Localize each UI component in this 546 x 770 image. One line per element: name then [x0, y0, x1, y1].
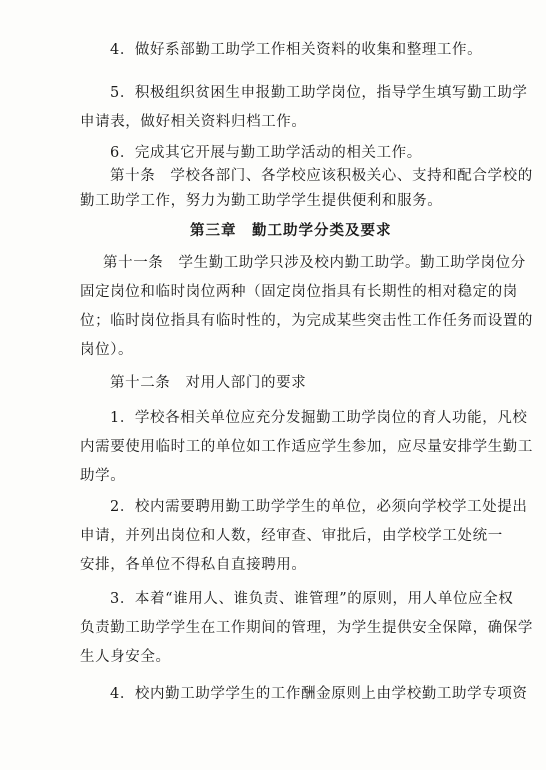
req1-line-2: 内需要使用临时工的单位如工作适应学生参加，应尽量安排学生勤工	[80, 439, 533, 455]
article11-line-4: 岗位）。	[80, 342, 134, 358]
item4-work-line-1: 4．做好系部勤工助学工作相关资料的收集和整理工作。	[110, 42, 483, 58]
req3-line-1: 3．本着“谁用人、谁负责、谁管理”的原则，用人单位应全权	[110, 591, 514, 607]
article11-line-2: 固定岗位和临时岗位两种（固定岗位指具有长期性的相对稳定的岗	[80, 284, 518, 300]
article11-line-3: 位；临时岗位指具有临时性的，为完成某些突击性工作任务而设置的	[80, 313, 533, 329]
req3-line-3: 生人身安全。	[80, 649, 171, 665]
req4-line-1: 4．校内勤工助学学生的工作酬金原则上由学校勤工助学专项资	[110, 686, 528, 702]
article11-line-1: 第十一条 学生勤工助学只涉及校内勤工助学。勤工助学岗位分	[103, 255, 526, 271]
req2-line-3: 安排，各单位不得私自直接聘用。	[80, 557, 307, 573]
req3-line-2: 负责勤工助学学生在工作期间的管理，为学生提供安全保障，确保学	[80, 620, 533, 636]
chapter-heading: 第三章 勤工助学分类及要求	[190, 223, 392, 239]
article10-line-2: 勤工助学工作，努力为勤工助学学生提供便利和服务。	[80, 193, 443, 209]
req2-line-1: 2．校内需要聘用勤工助学学生的单位，必须向学校学工处提出	[110, 499, 528, 515]
article10-line-1: 第十条 学校各部门、各学校应该积极关心、支持和配合学校的	[110, 168, 533, 184]
item6-line-1: 6．完成其它开展与勤工助学活动的相关工作。	[110, 145, 422, 161]
req1-line-1: 1．学校各相关单位应充分发掘勤工助学岗位的育人功能，凡校	[110, 410, 528, 426]
req1-line-3: 助学。	[80, 468, 126, 484]
article12-line-1: 第十二条 对用人部门的要求	[110, 375, 307, 391]
item5-line-2: 申请表，做好相关资料归档工作。	[80, 114, 307, 130]
req2-line-2: 申请，并列出岗位和人数，经审查、审批后，由学校学工处统一	[80, 528, 503, 544]
item5-line-1: 5．积极组织贫困生申报勤工助学岗位，指导学生填写勤工助学	[110, 85, 528, 101]
